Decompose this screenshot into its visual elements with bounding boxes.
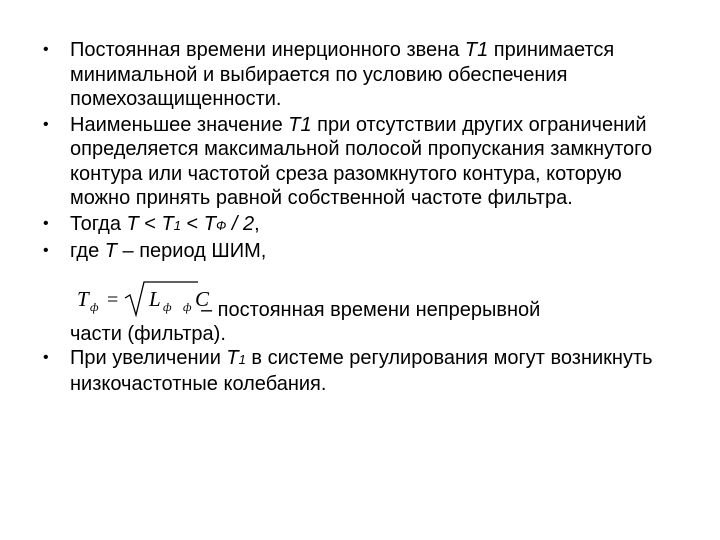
formula-lhs-sub: ф bbox=[90, 299, 99, 314]
bullet-list bbox=[40, 38, 680, 398]
bullet-text: принимается минимальной и выбирается по условию обеспечения помехозащищенности. bbox=[70, 39, 615, 110]
bullet-text: Постоянная времени инерционного звена bbox=[70, 39, 465, 61]
bullet-marker: • bbox=[43, 348, 49, 366]
subscript-f: Ф bbox=[216, 217, 227, 233]
formula-block bbox=[40, 278, 680, 346]
bullet-inequality bbox=[40, 212, 680, 239]
formula-c: C bbox=[195, 286, 210, 311]
subscript-1: 1 bbox=[238, 351, 246, 367]
bullet-text: , bbox=[254, 212, 260, 235]
bullet-marker: • bbox=[43, 41, 49, 58]
bullet-marker: • bbox=[43, 115, 49, 133]
bullet-text: – период ШИМ, bbox=[116, 240, 267, 262]
bullet-marker: • bbox=[43, 214, 49, 232]
formula-l-sub: ф bbox=[163, 299, 172, 314]
less-than: < bbox=[181, 212, 204, 235]
symbol-t1: T1 bbox=[288, 113, 312, 136]
bullet-pwm-period bbox=[40, 239, 680, 264]
symbol-t1: T1 bbox=[464, 39, 489, 61]
symbol-tf: T bbox=[203, 212, 217, 235]
formula-c-sub: ф bbox=[183, 299, 192, 314]
bullet-text: Тогда bbox=[70, 212, 127, 235]
bullet-time-constant bbox=[40, 38, 680, 112]
divide-by-two: / 2 bbox=[226, 212, 255, 235]
formula-lhs: T bbox=[77, 286, 89, 311]
bullet-min-value bbox=[40, 113, 680, 211]
subscript-1: 1 bbox=[173, 217, 181, 233]
formula-description: – постоянная времени непрерывной bbox=[201, 298, 541, 321]
bullet-text: При увеличении bbox=[70, 346, 227, 369]
symbol-t: T bbox=[104, 240, 117, 262]
bullet-text: Наименьшее значение bbox=[70, 113, 289, 136]
formula-description-cont: части (фильтра). bbox=[70, 322, 226, 345]
bullet-low-freq bbox=[40, 346, 680, 397]
less-than: < bbox=[138, 212, 162, 235]
bullet-text: в системе регулирования могут возникнуть низкочастотные колебания. bbox=[70, 346, 653, 395]
symbol-t1: T bbox=[161, 212, 174, 235]
symbol-t: T bbox=[226, 346, 239, 369]
bullet-marker: • bbox=[43, 242, 49, 259]
bullet-text: при отсутствии других ограничений определяется максимальной полосой пропускания замкнутого контура или частотой среза разомкнутого контура, которую можно принять равной собственной частоте фильтра. bbox=[70, 113, 653, 209]
formula-l: L bbox=[149, 286, 161, 311]
bullet-text: где bbox=[70, 240, 105, 262]
formula-equals: = bbox=[107, 288, 119, 311]
symbol-t: T bbox=[126, 212, 139, 235]
